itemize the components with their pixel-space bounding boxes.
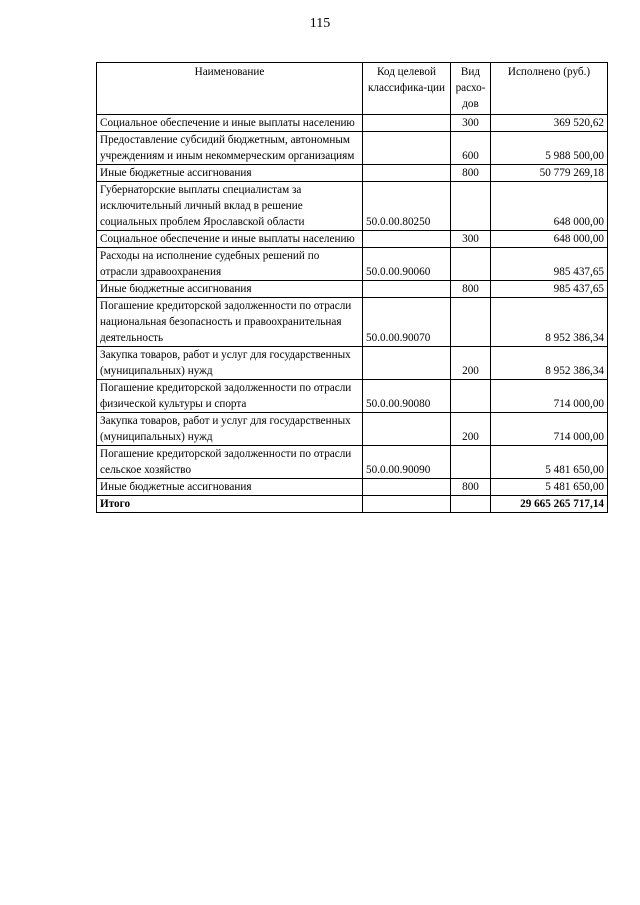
row-type (451, 298, 491, 347)
row-amount: 8 952 386,34 (491, 298, 608, 347)
row-amount: 5 481 650,00 (491, 446, 608, 479)
row-type: 800 (451, 281, 491, 298)
row-amount: 985 437,65 (491, 248, 608, 281)
row-type: 800 (451, 165, 491, 182)
row-name: Погашение кредиторской задолженности по отрасли национальная безопасность и правоохранительная деятельность (97, 298, 363, 347)
row-name: Социальное обеспечение и иные выплаты населению (97, 231, 363, 248)
row-amount: 648 000,00 (491, 182, 608, 231)
row-amount: 985 437,65 (491, 281, 608, 298)
row-name: Губернаторские выплаты специалистам за исключительный личный вклад в решение социальных проблем Ярославской области (97, 182, 363, 231)
row-amount: 369 520,62 (491, 115, 608, 132)
row-name: Закупка товаров, работ и услуг для государственных (муниципальных) нужд (97, 413, 363, 446)
header-amount: Исполнено (руб.) (491, 63, 608, 115)
table-row (97, 446, 608, 479)
table-header-row (97, 63, 608, 115)
row-type (451, 182, 491, 231)
row-name: Иные бюджетные ассигнования (97, 165, 363, 182)
row-code (363, 413, 451, 446)
table-row (97, 298, 608, 347)
row-name: Предоставление субсидий бюджетным, автономным учреждениям и иным некоммерческим организациям (97, 132, 363, 165)
row-code (363, 132, 451, 165)
row-type: 600 (451, 132, 491, 165)
row-code: 50.0.00.80250 (363, 182, 451, 231)
header-type: Вид расхо-дов (451, 63, 491, 115)
total-label: Итого (97, 496, 363, 513)
table-row (97, 132, 608, 165)
total-code (363, 496, 451, 513)
row-code (363, 231, 451, 248)
row-name: Закупка товаров, работ и услуг для государственных (муниципальных) нужд (97, 347, 363, 380)
budget-execution-table (96, 62, 608, 513)
table-row (97, 115, 608, 132)
table-row (97, 231, 608, 248)
total-amount: 29 665 265 717,14 (491, 496, 608, 513)
header-code: Код целевой классифика-ции (363, 63, 451, 115)
row-type: 200 (451, 347, 491, 380)
row-name: Расходы на исполнение судебных решений по отрасли здравоохранения (97, 248, 363, 281)
row-amount: 648 000,00 (491, 231, 608, 248)
row-amount: 50 779 269,18 (491, 165, 608, 182)
table-row (97, 479, 608, 496)
row-type (451, 446, 491, 479)
row-amount: 8 952 386,34 (491, 347, 608, 380)
page-number: 115 (309, 16, 331, 31)
row-type (451, 248, 491, 281)
table-row (97, 413, 608, 446)
row-amount: 5 481 650,00 (491, 479, 608, 496)
table-row (97, 248, 608, 281)
row-type: 300 (451, 115, 491, 132)
total-row (97, 496, 608, 513)
row-code: 50.0.00.90060 (363, 248, 451, 281)
table-row (97, 380, 608, 413)
table-row (97, 165, 608, 182)
row-code (363, 115, 451, 132)
row-type: 200 (451, 413, 491, 446)
row-amount: 714 000,00 (491, 413, 608, 446)
header-name: Наименование (97, 63, 363, 115)
table-row (97, 182, 608, 231)
row-name: Погашение кредиторской задолженности по отрасли сельское хозяйство (97, 446, 363, 479)
row-code: 50.0.00.90080 (363, 380, 451, 413)
row-amount: 5 988 500,00 (491, 132, 608, 165)
row-amount: 714 000,00 (491, 380, 608, 413)
row-code: 50.0.00.90070 (363, 298, 451, 347)
row-code (363, 347, 451, 380)
row-name: Погашение кредиторской задолженности по отрасли физической культуры и спорта (97, 380, 363, 413)
row-type (451, 380, 491, 413)
total-type (451, 496, 491, 513)
row-type: 300 (451, 231, 491, 248)
row-name: Иные бюджетные ассигнования (97, 479, 363, 496)
row-code (363, 479, 451, 496)
row-code (363, 281, 451, 298)
row-code (363, 165, 451, 182)
row-type: 800 (451, 479, 491, 496)
row-code: 50.0.00.90090 (363, 446, 451, 479)
table-row (97, 281, 608, 298)
table-row (97, 347, 608, 380)
row-name: Социальное обеспечение и иные выплаты населению (97, 115, 363, 132)
row-name: Иные бюджетные ассигнования (97, 281, 363, 298)
